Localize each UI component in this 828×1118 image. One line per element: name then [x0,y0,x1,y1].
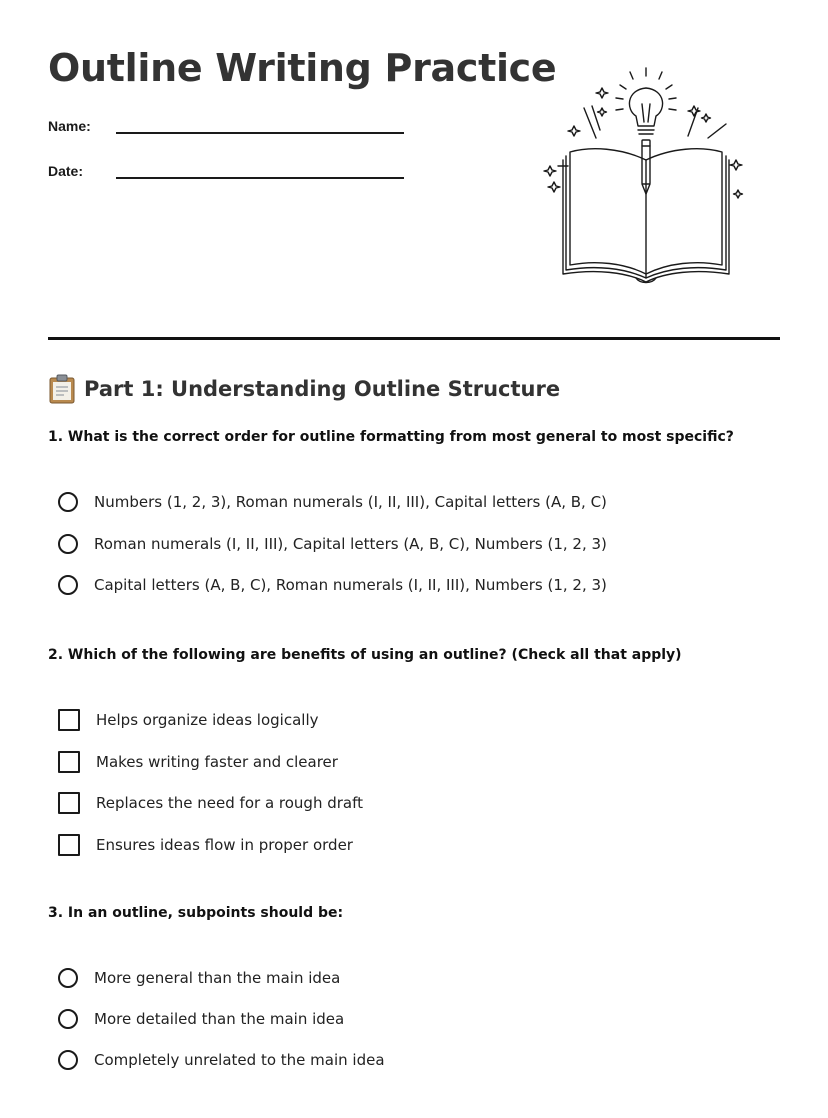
checkbox[interactable] [58,751,80,773]
radio-button[interactable] [58,575,78,595]
name-input-line[interactable] [116,118,404,134]
name-field[interactable] [48,118,404,134]
checkbox[interactable] [58,834,80,856]
clipboard-icon [48,374,76,404]
open-book-lightbulb-pencil-icon [536,60,746,286]
option-label: Numbers (1, 2, 3), Roman numerals (I, II, III), Capital letters (A, B, C) [94,493,607,511]
option-label: Completely unrelated to the main idea [94,1051,385,1069]
q2-option-3[interactable] [58,792,363,814]
worksheet-title: Outline Writing Practice [48,46,557,90]
question-3: 3. In an outline, subpoints should be: [48,905,344,921]
q3-option-1[interactable] [58,968,340,988]
date-field[interactable] [48,163,404,179]
radio-button[interactable] [58,1009,78,1029]
radio-button[interactable] [58,534,78,554]
radio-button[interactable] [58,1050,78,1070]
q2-option-2[interactable] [58,751,338,773]
q3-option-3[interactable] [58,1050,385,1070]
option-label: Replaces the need for a rough draft [96,794,364,812]
option-label: Makes writing faster and clearer [96,753,338,771]
q1-option-2[interactable] [58,534,607,554]
section-title: Part 1: Understanding Outline Structure [84,377,561,401]
date-input-line[interactable] [116,163,404,179]
option-label: More detailed than the main idea [94,1010,345,1028]
question-1: 1. What is the correct order for outline formatting from most general to most specific? [48,429,734,445]
option-label: Capital letters (A, B, C), Roman numerals (I, II, III), Numbers (1, 2, 3) [94,576,607,594]
checkbox[interactable] [58,792,80,814]
q1-option-1[interactable] [58,492,607,512]
q3-option-2[interactable] [58,1009,344,1029]
date-label: Date: [48,163,84,179]
q2-option-1[interactable] [58,709,319,731]
option-label: Ensures ideas flow in proper order [96,836,353,854]
section-divider [48,337,780,340]
option-label: More general than the main idea [94,969,341,987]
q2-option-4[interactable] [58,834,353,856]
option-label: Roman numerals (I, II, III), Capital letters (A, B, C), Numbers (1, 2, 3) [94,535,607,553]
option-label: Helps organize ideas logically [96,711,319,729]
question-2: 2. Which of the following are benefits of using an outline? (Check all that apply) [48,647,682,663]
radio-button[interactable] [58,968,78,988]
section-heading [48,374,560,404]
checkbox[interactable] [58,709,80,731]
radio-button[interactable] [58,492,78,512]
name-label: Name: [48,118,91,134]
q1-option-3[interactable] [58,575,607,595]
